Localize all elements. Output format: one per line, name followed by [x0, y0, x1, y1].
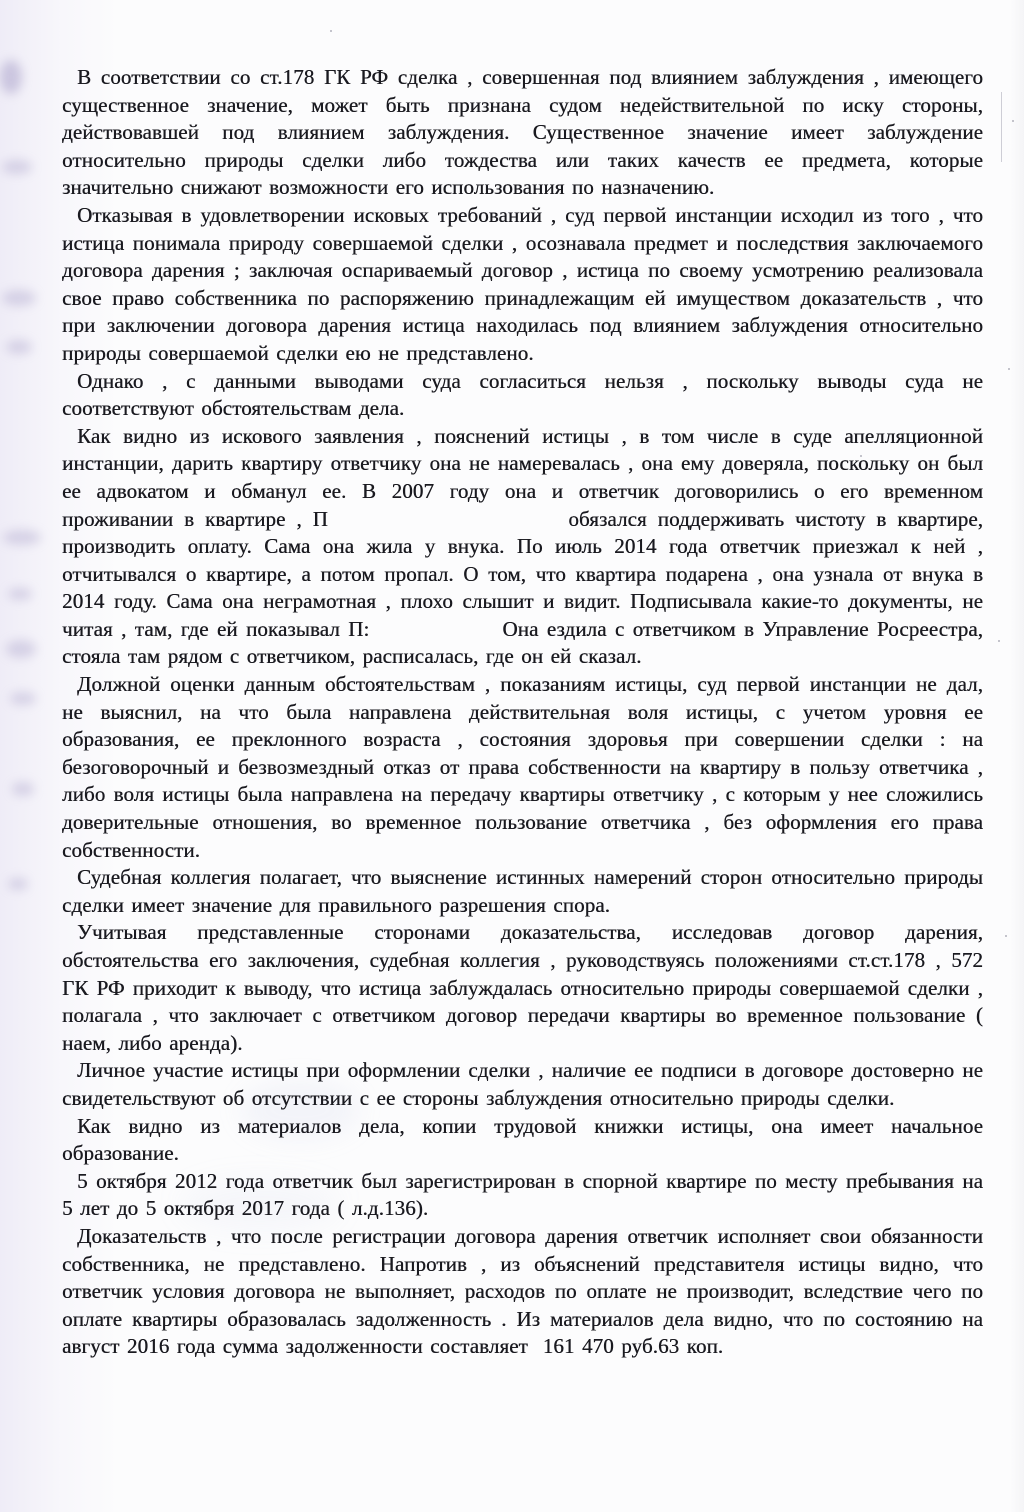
paragraph-first-instance-refusal: Отказывая в удовлетворении исковых требований , суд первой инстанции исходил из того , что истица понимала природу совершаемой сделки , осознавала предмет и последствия заключаемого договора дарения ; заключая оспариваемый договор , истица по своему усмотрению реализовала свое право собственника по распоряжению принадлежащим ей имуществом доказательств , что при заключении договора дарения истица находилась под влиянием заблуждения относительно природы совершаемой сделки ею не представлено.	[62, 202, 983, 365]
paragraph-art178-definition: В соответствии со ст.178 ГК РФ сделка , совершенная под влиянием заблуждения , имеющего существенное значение, может быть признана судом недействительной по иску стороны, действовавшей под влиянием заблуждения. Существенное значение имеет заблуждение относительно природы сделки либо тождества или таких качеств ее предмета, которые значительно снижают возможности его использования по назначению.	[62, 65, 983, 200]
ink-bleed-artifact	[8, 588, 32, 600]
ink-bleed-artifact	[2, 290, 36, 306]
ink-bleed-artifact	[3, 530, 41, 545]
paragraph-panel-opinion: Судебная коллегия полагает, что выяснение истинных намерений сторон относительно природы сделки имеет значение для правильного разрешения спора.	[62, 865, 983, 917]
ruling-text-block	[62, 64, 983, 1361]
paragraph-no-proper-assessment: Должной оценки данным обстоятельствам , показаниям истицы, суд первой инстанции не дал, не выяснил, на что была направлена действительная воля истицы, с учетом уровня ее образования, ее преклонного возраста , состояния здоровья при совершении сделки : на безоговорочный и безвозмездный отказ от права собственности на квартиру в пользу ответчика , либо воля истицы была направлена на передачу квартиры ответчику , с которым у нее сложились доверительные отношения, во временное пользование ответчика , без оформления его права собственности.	[62, 672, 983, 862]
paragraph-panel-conclusion: Учитывая представленные сторонами доказательства, исследовав договор дарения, обстоятельства его заключения, судебная коллегия , руководствуясь положениями ст.ст.178 , 572 ГК РФ приходит к выводу, что истица заблуждалась относительно природы совершаемой сделки , полагала , что заключает с ответчиком договор передачи квартиры во временное пользование ( наем, либо аренда).	[62, 920, 983, 1055]
ink-bleed-artifact	[2, 160, 32, 174]
ink-bleed-artifact	[8, 878, 28, 890]
toner-speck	[1008, 368, 1010, 370]
paragraph-education: Как видно из материалов дела, копии трудовой книжки истицы, она имеет начальное образование.	[62, 1113, 983, 1166]
paragraph-disagreement: Однако , с данными выводами суда согласиться нельзя , поскольку выводы суда не соответствуют обстоятельствам дела.	[62, 368, 983, 421]
scan-edge-artifact	[1001, 92, 1002, 162]
toner-speck	[1005, 935, 1007, 937]
ink-bleed-artifact	[6, 340, 32, 354]
paragraph-personal-participation: Личное участие истицы при оформлении сделки , наличие ее подписи в договоре достоверно не свидетельствуют об отсутствии с ее стороны заблуждения относительно природы сделки.	[62, 1058, 983, 1110]
ink-bleed-artifact	[12, 782, 34, 796]
ink-bleed-artifact	[6, 640, 36, 658]
paragraph-registration: 5 октября 2012 года ответчик был зарегистрирован в спорной квартире по месту пребывания на 5 лет до 5 октября 2017 года ( л.д.136).	[62, 1168, 983, 1221]
ink-bleed-artifact	[10, 692, 36, 705]
toner-speck	[998, 640, 1000, 642]
paragraph-debt: Доказательств , что после регистрации договора дарения ответчик исполняет свои обязанности собственника, не представлено. Напротив , из объяснений представителя истицы видно, что ответчик условия договора не выполняет, расходов по оплате не производит, вследствие чего по оплате квартиры образовалась задолженность . Из материалов дела видно, что по состоянию на август 2016 года сумма задолженности составляет 161 470 руб.63 коп.	[62, 1223, 983, 1359]
paragraph-claim-explanations: Как видно из искового заявления , пояснений истицы , в том числе в суде апелляционной инстанции, дарить квартиру ответчику она не намеревалась , она ему доверяла, поскольку он был ее адвокатом и обманул ее. В 2007 году она и ответчик договорились о его временном проживании в квартире , П обязался поддерживать чистоту в квартире, производить оплату. Сама она жила у внука. По июль 2014 года ответчик приезжал к ней , отчитывался о квартире, а потом пропал. О том, что квартира подарена , она узнала от внука в 2014 году. Сама она неграмотная , плохо слышит и видит. Подписывала какие-то документы, не читая , там, где ей показывал П: Она ездила с ответчиком в Управление Росреестра, стояла там рядом с ответчиком, расписалась, где он ей сказал.	[62, 423, 983, 669]
ink-bleed-artifact	[0, 60, 22, 94]
toner-speck	[330, 30, 332, 32]
toner-speck	[1012, 120, 1014, 122]
